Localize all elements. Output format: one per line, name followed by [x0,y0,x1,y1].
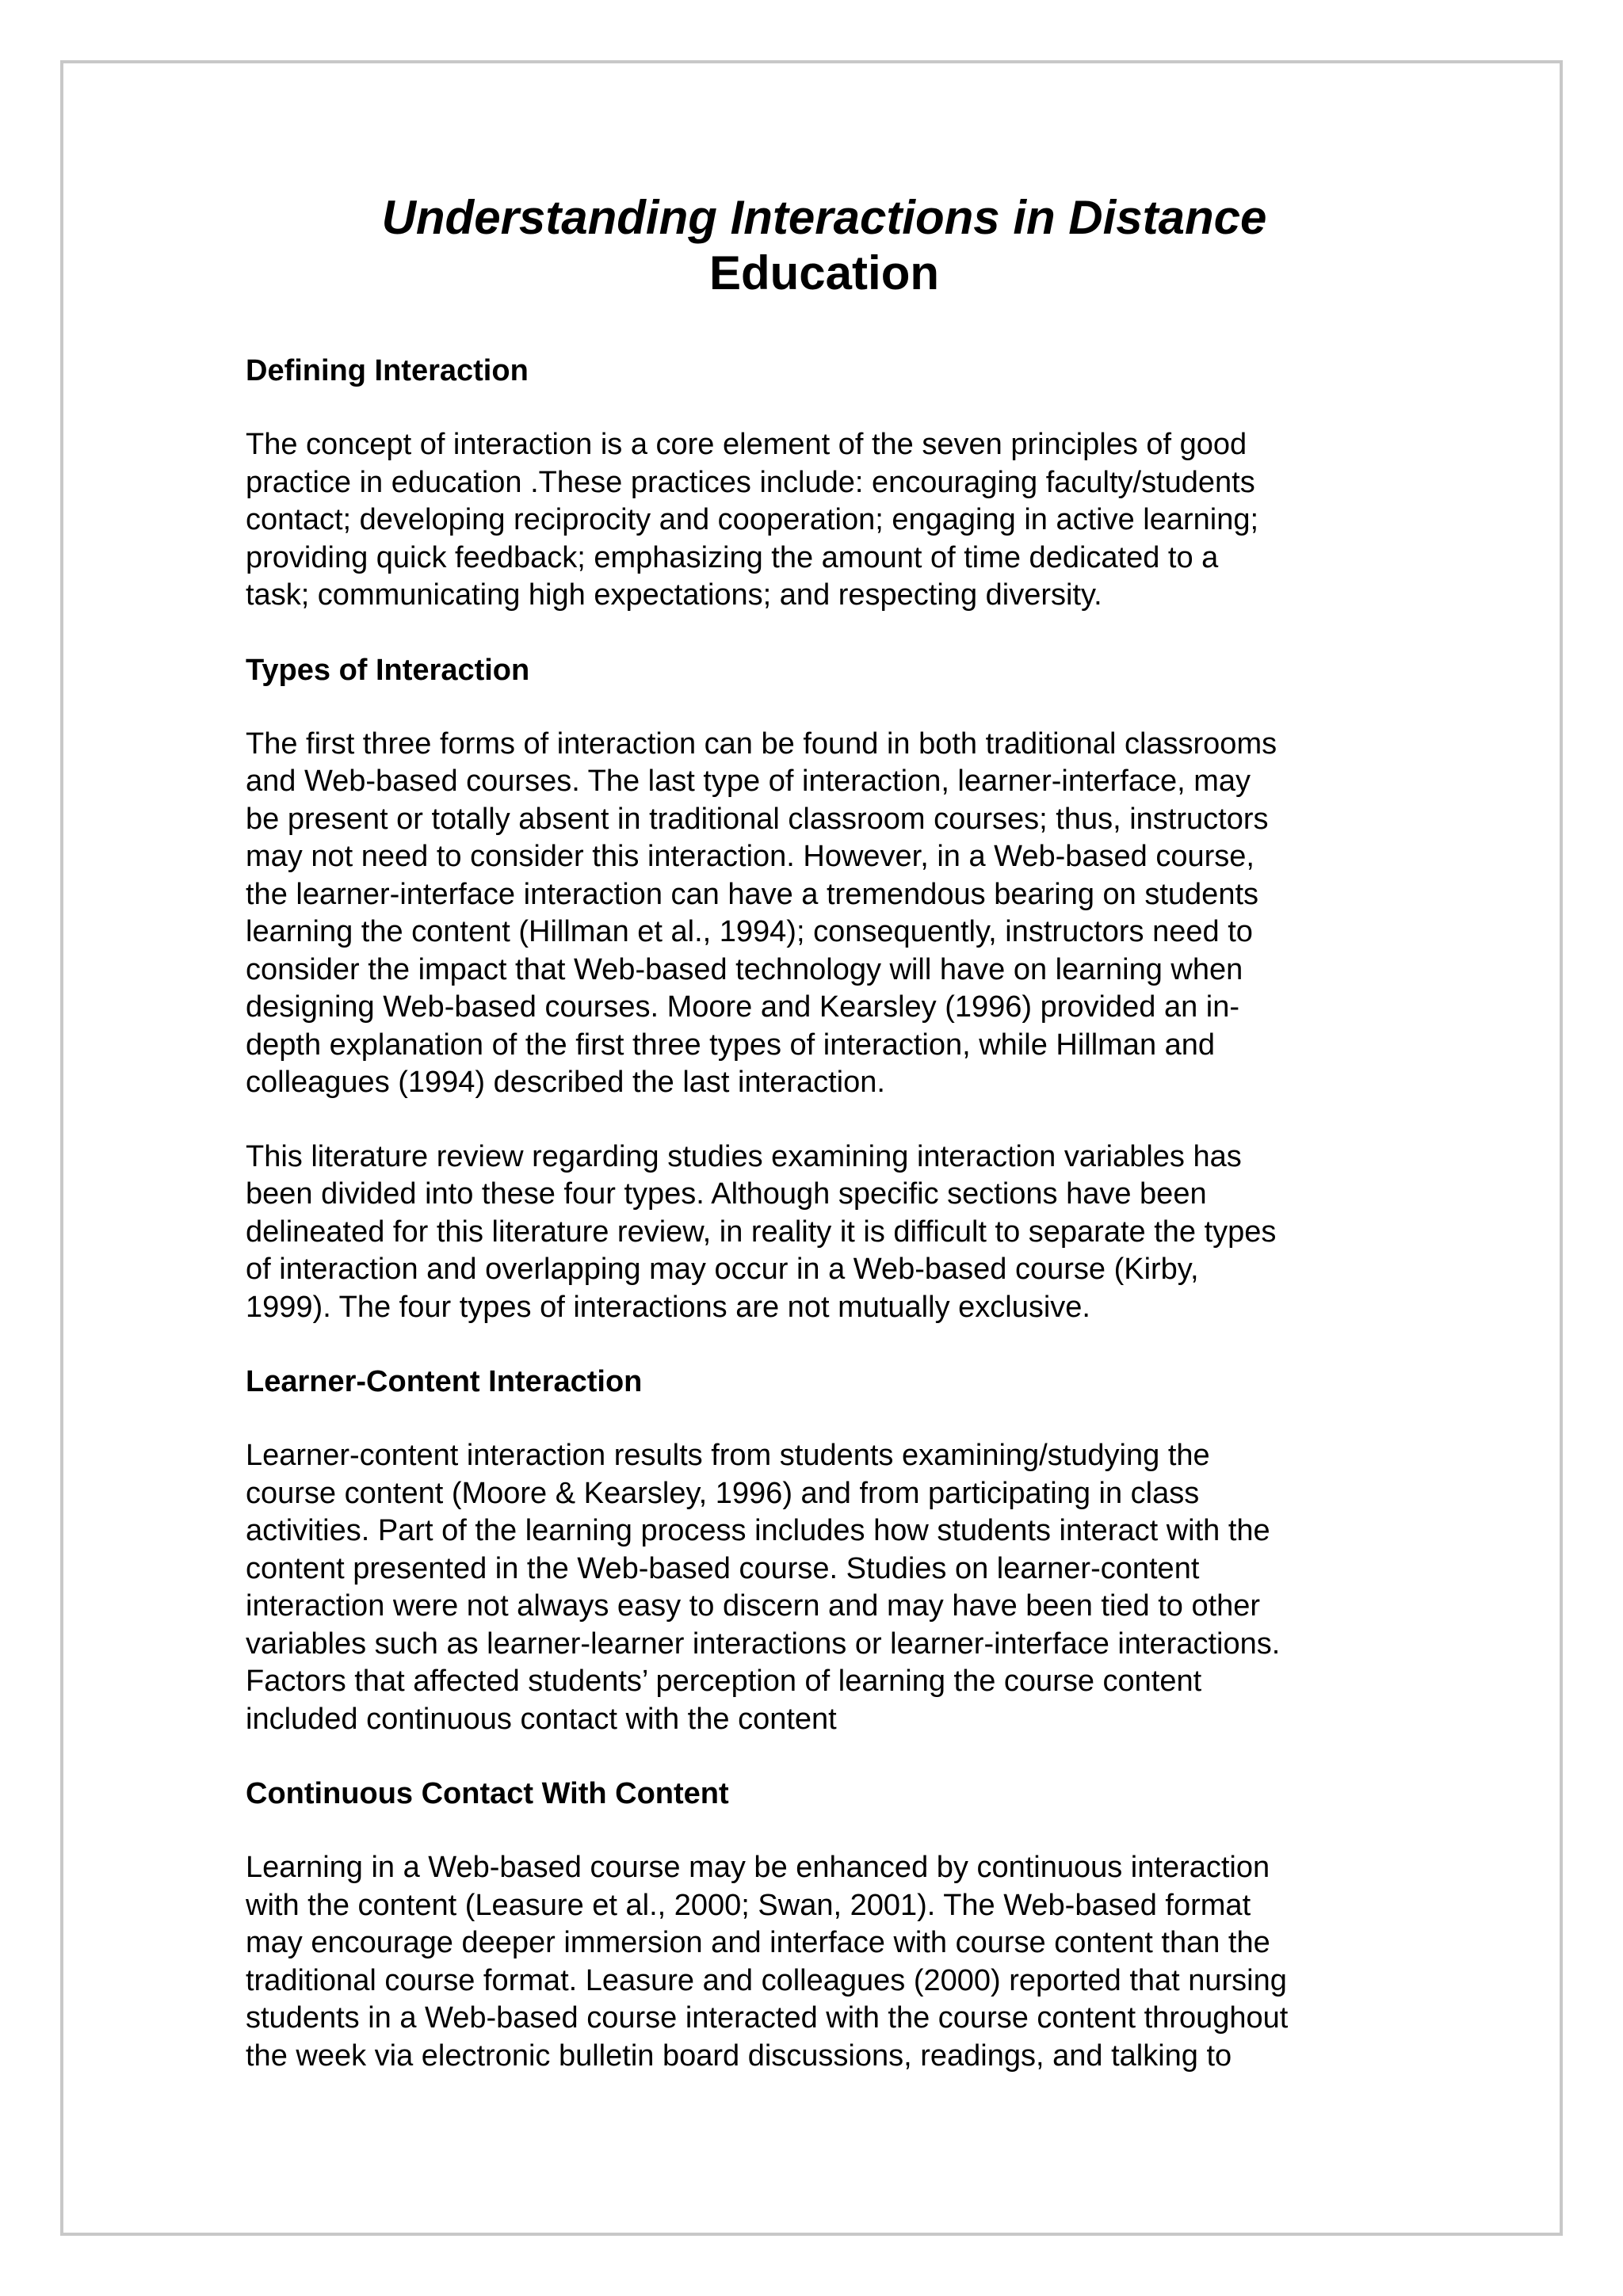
paragraph-line: activities. Part of the learning process includes how students interact with the [246,1514,1270,1547]
section-heading: Learner-Content Interaction [246,1365,643,1398]
paragraph-line: included continuous contact with the content [246,1702,837,1736]
paragraph-line: providing quick feedback; emphasizing the amount of time dedicated to a [246,540,1219,574]
paragraph-line: The concept of interaction is a core element of the seven principles of good [246,428,1247,461]
paragraph-line: interaction were not always easy to discern and may have been tied to other [246,1589,1261,1623]
paragraph-line: variables such as learner-learner interactions or learner-interface interactions. [246,1627,1281,1661]
paragraph-line: of interaction and overlapping may occur in a Web-based course (Kirby, [246,1253,1199,1286]
paragraph-line: and Web-based courses. The last type of interaction, learner-interface, may [246,765,1251,798]
paragraph-line: content presented in the Web-based course. Studies on learner-content [246,1551,1200,1585]
section-heading: Types of Interaction [246,653,530,687]
section-heading: Continuous Contact With Content [246,1777,729,1810]
paragraph-line: traditional course format. Leasure and colleagues (2000) reported that nursing [246,1963,1287,1997]
title-line-plain: Education [708,246,939,299]
paragraph-line: The first three forms of interaction can be found in both traditional classrooms [246,727,1277,761]
document-body [246,190,1403,2111]
paragraph-line: Learner-content interaction results from students examining/studying the [246,1439,1210,1472]
sections-container [246,352,1403,2075]
title-line-italic: Understanding Interactions in Distance [381,191,1267,244]
paragraph-line: may not need to consider this interaction. However, in a Web-based course, [246,840,1254,873]
paragraph-line: with the content (Leasure et al., 2000; Swan, 2001). The Web-based format [246,1888,1251,1922]
section-heading: Defining Interaction [246,354,529,387]
paragraph-line: the learner-interface interaction can have a tremendous bearing on students [246,877,1259,911]
paragraph-line: be present or totally absent in traditional classroom courses; thus, instructors [246,802,1269,836]
paragraph-line: students in a Web-based course interacted with the course content throughout [246,2001,1289,2035]
paragraph-line: 1999). The four types of interactions are not mutually exclusive. [246,1290,1090,1324]
paragraph-line: the week via electronic bulletin board discussions, readings, and talking to [246,2039,1232,2073]
paragraph-line: delineated for this literature review, in reality it is difficult to separate the types [246,1215,1277,1249]
paragraph-line: depth explanation of the first three types of interaction, while Hillman and [246,1028,1216,1062]
paragraph-line: Factors that affected students’ perception of learning the course content [246,1665,1202,1698]
paragraph [246,726,1403,1102]
paragraph [246,426,1403,615]
paragraph-line: task; communicating high expectations; and respecting diversity. [246,578,1102,612]
paragraph-line: practice in education .These practices include: encouraging faculty/students [246,465,1255,499]
paragraph-line: contact; developing reciprocity and cooperation; engaging in active learning; [246,503,1259,536]
document-title [246,190,1403,301]
paragraph-line: course content (Moore & Kearsley, 1996) and from participating in class [246,1476,1200,1510]
paragraph-line: consider the impact that Web-based technology will have on learning when [246,952,1243,986]
paragraph-line: designing Web-based courses. Moore and Kearsley (1996) provided an in- [246,990,1240,1024]
paragraph-line: colleagues (1994) described the last interaction. [246,1066,885,1099]
paragraph [246,1437,1403,1738]
paragraph-line: learning the content (Hillman et al., 1994); consequently, instructors need to [246,915,1253,948]
paragraph-line: This literature review regarding studies examining interaction variables has [246,1139,1242,1173]
paragraph-line: Learning in a Web-based course may be enhanced by continuous interaction [246,1851,1270,1884]
paragraph [246,1849,1403,2075]
paragraph-line: been divided into these four types. Although specific sections have been [246,1177,1207,1211]
paragraph-line: may encourage deeper immersion and interface with course content than the [246,1926,1270,1959]
paragraph [246,1138,1403,1327]
